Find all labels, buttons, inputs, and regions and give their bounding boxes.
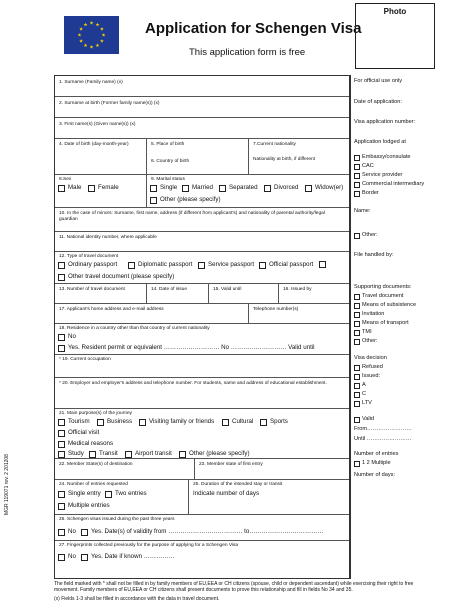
field-row-12	[55, 252, 349, 284]
field-row-19[interactable]	[55, 355, 349, 378]
field-entries: 24. Number of entries requested Single entry Two entries Multiple entries	[55, 480, 189, 514]
field-doc-number[interactable]: 13. Number of travel document	[55, 284, 147, 303]
side-entries: Number of entries	[354, 451, 399, 457]
side-invitation[interactable]: Invitation	[354, 311, 384, 318]
residence-no-option[interactable]: No	[58, 333, 76, 341]
eu-flag-stars-icon	[64, 16, 119, 54]
page-subtitle: This application form is free	[189, 47, 306, 58]
field-label: 5. Place of birth	[151, 142, 185, 147]
field-label: 10. In the case of minors: Surname, first name, address (if different from applicant's) and nationality of parental authority/legal guardian	[59, 211, 325, 222]
field-label: 8.Sex	[59, 177, 72, 182]
side-embassy[interactable]: Embassy/consulate	[354, 154, 411, 161]
field-home-address[interactable]: 17. Applicant's home address and e-mail address	[55, 304, 249, 323]
photo-label: Photo	[383, 7, 407, 16]
side-travel-doc[interactable]: Travel document	[354, 293, 403, 300]
official-use-column	[350, 75, 470, 579]
checkbox[interactable]	[58, 185, 65, 192]
field-label: 1. Surname (Family name) (x)	[59, 80, 123, 85]
sex-female-option[interactable]: Female	[88, 184, 119, 192]
field-label: 4. Date of birth (day-month-year)	[59, 142, 129, 147]
side-border[interactable]: Border	[354, 190, 379, 197]
side-name: Name:	[354, 208, 371, 214]
field-destination[interactable]: 22. Member State(s) of destination	[55, 459, 195, 479]
purpose-official-option[interactable]: Official visit	[58, 429, 99, 437]
field-sex	[55, 175, 147, 207]
field-label: 6. Country of birth	[151, 159, 190, 164]
field-row-3[interactable]	[55, 118, 349, 139]
purpose-airport-option[interactable]: Airport transit	[125, 450, 172, 458]
marital-separated-option[interactable]: Separated	[219, 184, 258, 192]
purpose-tourism-option[interactable]: Tourism	[58, 418, 90, 426]
purpose-sports-option[interactable]: Sports	[260, 418, 288, 426]
field-row-27: 27. Fingerprints collected previously for the purpose of applying for a Schengen Visa No Yes. Date if known ……………	[59, 543, 239, 560]
side-c[interactable]: C	[354, 391, 366, 398]
side-supporting: Supporting documents:	[354, 284, 412, 290]
side-until: Until ……………………	[354, 436, 412, 442]
field-row-24-25	[55, 480, 349, 515]
side-lodged: Application lodged at	[354, 139, 406, 145]
eu-flag-icon	[64, 16, 119, 54]
field-label: 7.Current nationality	[253, 142, 296, 147]
side-other-1[interactable]: Other:	[354, 232, 378, 239]
marital-divorced-option[interactable]: Divorced	[264, 184, 298, 192]
application-form	[54, 75, 350, 579]
field-row-22-23	[55, 459, 349, 480]
field-date-of-issue[interactable]: 14. Date of issue	[147, 284, 209, 303]
field-valid-until[interactable]: 15. Valid until	[209, 284, 279, 303]
field-row-4-7	[55, 139, 349, 175]
side-days: Number of days:	[354, 472, 396, 478]
side-commercial[interactable]: Commercial intermediary	[354, 181, 424, 188]
field-label: * 20. Employer and employer's address and telephone number. For students, name and address of educational establishment.	[59, 381, 327, 386]
field-label: 12. Type of travel document	[59, 254, 119, 259]
side-decision: Visa decision	[354, 355, 387, 361]
side-tmi[interactable]: TMI	[354, 329, 372, 336]
doc-diplomatic-option[interactable]: Diplomatic passport	[128, 261, 192, 269]
doc-official-option[interactable]: Official passport	[259, 261, 313, 269]
side-valid[interactable]: Valid	[354, 416, 374, 423]
field-label: 2. Surname at birth (Former family name(s)) (x)	[59, 101, 160, 106]
field-marital-status	[147, 175, 349, 207]
residence-yes-option[interactable]: Yes. Resident permit or equivalent ……………………… No ……………………… Valid until	[58, 344, 315, 352]
field-first-entry[interactable]: 23. Member state of first entry	[199, 462, 263, 467]
side-ltv[interactable]: LTV	[354, 400, 372, 407]
marital-widow-option[interactable]: Widow(er)	[305, 184, 343, 192]
side-date-application: Date of application:	[354, 99, 402, 105]
fingerprints-no-option[interactable]: No	[58, 553, 76, 561]
photo-box[interactable]	[355, 3, 435, 69]
field-place-of-birth[interactable]	[147, 139, 249, 174]
sex-male-option[interactable]: Male	[58, 184, 81, 192]
doc-service-option[interactable]: Service passport	[198, 261, 254, 269]
field-date-of-birth[interactable]	[55, 139, 147, 174]
field-label: 18. Residence in a country other than that country of current nationality	[59, 326, 210, 331]
footer-note-2: (x) Fields 1-3 shall be filled in accordance with the data in travel document.	[54, 596, 220, 602]
field-issued-by[interactable]: 16. Issued by	[283, 287, 312, 292]
field-row-10[interactable]	[55, 208, 349, 232]
field-duration[interactable]: 25. Duration of the intended stay or transit Indicate number of days	[193, 482, 283, 497]
purpose-transit-option[interactable]: Transit	[89, 450, 118, 458]
doc-ordinary-option[interactable]: Ordinary passport	[58, 261, 117, 269]
side-refused[interactable]: Refused	[354, 364, 383, 371]
field-label: 3. First name(s) (Given name(s)) (x)	[59, 122, 136, 127]
marital-single-option[interactable]: Single	[150, 184, 177, 192]
doc-other-option[interactable]: Other travel document (please specify)	[58, 273, 174, 281]
purpose-visiting-option[interactable]: Visiting family or friends	[139, 418, 214, 426]
purpose-study-option[interactable]: Study	[58, 450, 84, 458]
marital-married-option[interactable]: Married	[182, 184, 213, 192]
entries-multiple-option[interactable]: Multiple entries	[58, 502, 110, 510]
side-transport[interactable]: Means of transport	[354, 320, 409, 327]
side-a[interactable]: A	[354, 382, 366, 389]
side-other-2[interactable]: Other:	[354, 338, 378, 345]
entries-two-option[interactable]: Two entries	[105, 490, 147, 498]
field-label: Nationality at birth, if different	[253, 157, 316, 162]
field-row-20[interactable]	[55, 378, 349, 409]
field-row-17	[55, 304, 349, 324]
purpose-cultural-option[interactable]: Cultural	[222, 418, 253, 426]
field-label: * 19. Current occupation	[59, 357, 111, 362]
fingerprints-yes-option[interactable]: Yes. Date if known ……………	[81, 553, 175, 561]
purpose-other-option[interactable]: Other (please specify)	[179, 450, 250, 458]
side-entries-options[interactable]: 1 2 Multiple	[354, 460, 391, 467]
side-issued[interactable]: Issued:	[354, 373, 380, 380]
side-subsistence[interactable]: Means of subsistence	[354, 302, 416, 309]
field-row-13-16	[55, 284, 349, 304]
field-row-1[interactable]	[55, 76, 349, 97]
field-row-21	[55, 409, 349, 459]
field-row-18	[55, 324, 349, 355]
checkbox[interactable]	[88, 185, 95, 192]
side-handled: File handled by:	[354, 252, 394, 258]
field-label: 11. National identity number, where applicable	[59, 235, 157, 240]
doc-special-option[interactable]	[319, 261, 329, 268]
side-visa-number: Visa application number:	[354, 119, 416, 125]
field-row-26: 26. Schengen visas issued during the past three years No Yes. Date(s) of validity from ……………………………… to………………………………	[55, 515, 349, 541]
footer-note: The field marked with * shall not be filled in by family members of EU,EEA or CH citizens (spouse, child or dependent ascendant) while exercising their right to free movement. Family members of EU,EEA or CH citizens shall present documents to prove this relationship and fill in fields No 34 and 35.	[54, 581, 414, 593]
field-nationality[interactable]	[249, 139, 349, 174]
schengen-no-option[interactable]: No	[58, 528, 76, 536]
side-provider[interactable]: Service provider	[354, 172, 402, 179]
field-label: 9. Marital status	[151, 177, 185, 182]
page-title: Application for Schengen Visa	[145, 20, 362, 37]
side-cac[interactable]: CAC	[354, 163, 374, 170]
purpose-business-option[interactable]: Business	[97, 418, 132, 426]
purpose-medical-option[interactable]: Medical reasons	[58, 440, 113, 448]
field-telephone[interactable]: Telephone number(s)	[253, 307, 299, 312]
field-row-8-9	[55, 175, 349, 208]
field-row-11[interactable]	[55, 232, 349, 252]
entries-single-option[interactable]: Single entry	[58, 490, 101, 498]
side-from: From……………………	[354, 426, 412, 432]
side-official: For official use only	[354, 78, 403, 84]
marital-other-option[interactable]: Other (please specify)	[150, 196, 221, 204]
schengen-yes-option[interactable]: Yes. Date(s) of validity from ……………………………… to………………………………	[81, 528, 324, 536]
form-code: MGR 119071 rev. 2 201208	[4, 454, 10, 515]
field-row-2[interactable]	[55, 97, 349, 118]
field-label: 21. Main purpose(s) of the journey	[59, 411, 133, 416]
